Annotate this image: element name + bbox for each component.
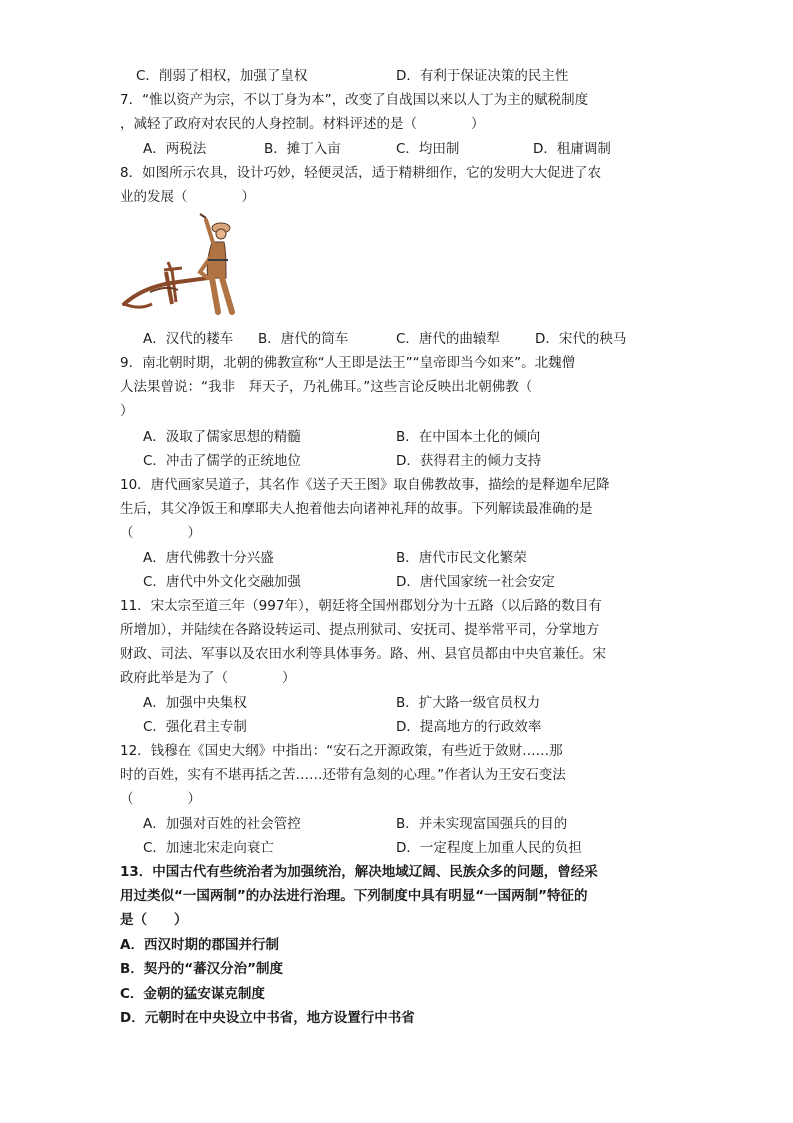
- q11-stem-line-4: 政府此举是为了（ ）: [120, 670, 296, 686]
- q10-option-d: D．唐代国家统一社会安定: [396, 574, 555, 590]
- q12-stem-line-1: 12．钱穆在《国史大纲》中指出：“安石之开源政策，有些近于敛财……那: [120, 743, 563, 759]
- farmer-plow-icon: [120, 212, 245, 317]
- q13-option-d: D．元朝时在中央设立中书省，地方设置行中书省: [120, 1010, 415, 1026]
- q8-option-a: A．汉代的耧车: [143, 331, 234, 347]
- q10-stem-line-3: （ ）: [120, 525, 201, 541]
- q7-option-b: B．摊丁入亩: [264, 141, 341, 157]
- q11-stem-line-2: 所增加），并陆续在各路设转运司、提点刑狱司、安抚司、提举常平司，分掌地方: [120, 622, 600, 638]
- q9-option-a: A．汲取了儒家思想的精髓: [143, 429, 301, 445]
- q12-stem-line-3: （ ）: [120, 791, 201, 807]
- q13-stem-line-2: 用过类似“一国两制”的办法进行治理。下列制度中具有明显“一国两制”特征的: [120, 888, 588, 904]
- q9-stem-line-2: 人法果曾说：“我非 拜天子，乃礼佛耳。”这些言论反映出北朝佛教（: [120, 379, 533, 395]
- q8-option-c: C．唐代的曲辕犁: [396, 331, 500, 347]
- q6-option-c: C．削弱了相权，加强了皇权: [136, 68, 308, 84]
- q8-option-d: D．宋代的秧马: [535, 331, 627, 347]
- q11-stem-line-3: 财政、司法、军事以及农田水利等具体事务。路、州、县官员都由中央官兼任。宋: [120, 646, 606, 662]
- q9-option-c: C．冲击了儒学的正统地位: [143, 453, 301, 469]
- q13-option-b: B．契丹的“蕃汉分治”制度: [120, 961, 284, 977]
- q12-option-d: D．一定程度上加重人民的负担: [396, 840, 582, 856]
- q12-option-c: C．加速北宋走向衰亡: [143, 840, 274, 856]
- q8-stem-line-1: 8．如图所示农具，设计巧妙，轻便灵活，适于精耕细作，它的发明大大促进了农: [120, 165, 602, 181]
- q13-option-c: C．金朝的猛安谋克制度: [120, 986, 265, 1002]
- q10-stem-line-1: 10．唐代画家吴道子，其名作《送子天王图》取自佛教故事，描绘的是释迦牟尼降: [120, 477, 610, 493]
- q7-stem-line-1: 7．“惟以资产为宗，不以丁身为本”，改变了自战国以来以人丁为主的赋税制度: [120, 92, 589, 108]
- q9-stem-line-1: 9．南北朝时期，北朝的佛教宣称“人王即是法王”“皇帝即当今如来”。北魏僧: [120, 355, 576, 371]
- q9-stem-line-3: ）: [120, 403, 134, 419]
- q12-option-a: A．加强对百姓的社会管控: [143, 816, 301, 832]
- q11-option-c: C．强化君主专制: [143, 719, 247, 735]
- q8-stem-line-2: 业的发展（ ）: [120, 189, 255, 205]
- q10-option-b: B．唐代市民文化繁荣: [396, 550, 527, 566]
- q11-stem-line-1: 11．宋太宗至道三年（997年），朝廷将全国州郡划分为十五路（以后路的数目有: [120, 598, 602, 614]
- q7-option-c: C．均田制: [396, 141, 460, 157]
- q10-option-c: C．唐代中外文化交融加强: [143, 574, 301, 590]
- q8-option-b: B．唐代的筒车: [258, 331, 349, 347]
- q12-option-b: B．并未实现富国强兵的目的: [396, 816, 568, 832]
- q7-option-d: D．租庸调制: [533, 141, 611, 157]
- q13-stem-line-1: 13．中国古代有些统治者为加强统治，解决地域辽阔、民族众多的问题，曾经采: [120, 864, 598, 880]
- q10-stem-line-2: 生后，其父净饭王和摩耶夫人抱着他去向诸神礼拜的故事。下列解读最准确的是: [120, 501, 593, 517]
- q6-option-d: D．有利于保证决策的民主性: [396, 68, 569, 84]
- q9-option-d: D．获得君主的倾力支持: [396, 453, 542, 469]
- q13-stem-line-3: 是（ ）: [120, 912, 188, 928]
- q13-option-a: A．西汉时期的郡国并行制: [120, 937, 279, 953]
- q11-option-b: B．扩大路一级官员权力: [396, 695, 541, 711]
- q11-option-a: A．加强中央集权: [143, 695, 247, 711]
- q11-option-d: D．提高地方的行政效率: [396, 719, 542, 735]
- q7-option-a: A．两税法: [143, 141, 207, 157]
- q10-option-a: A．唐代佛教十分兴盛: [143, 550, 274, 566]
- q12-stem-line-2: 时的百姓，实有不堪再括之苦……还带有急刻的心理。”作者认为王安石变法: [120, 767, 566, 783]
- q7-stem-line-2: ，减轻了政府对农民的人身控制。材料评述的是（ ）: [120, 116, 485, 132]
- q9-option-b: B．在中国本土化的倾向: [396, 429, 541, 445]
